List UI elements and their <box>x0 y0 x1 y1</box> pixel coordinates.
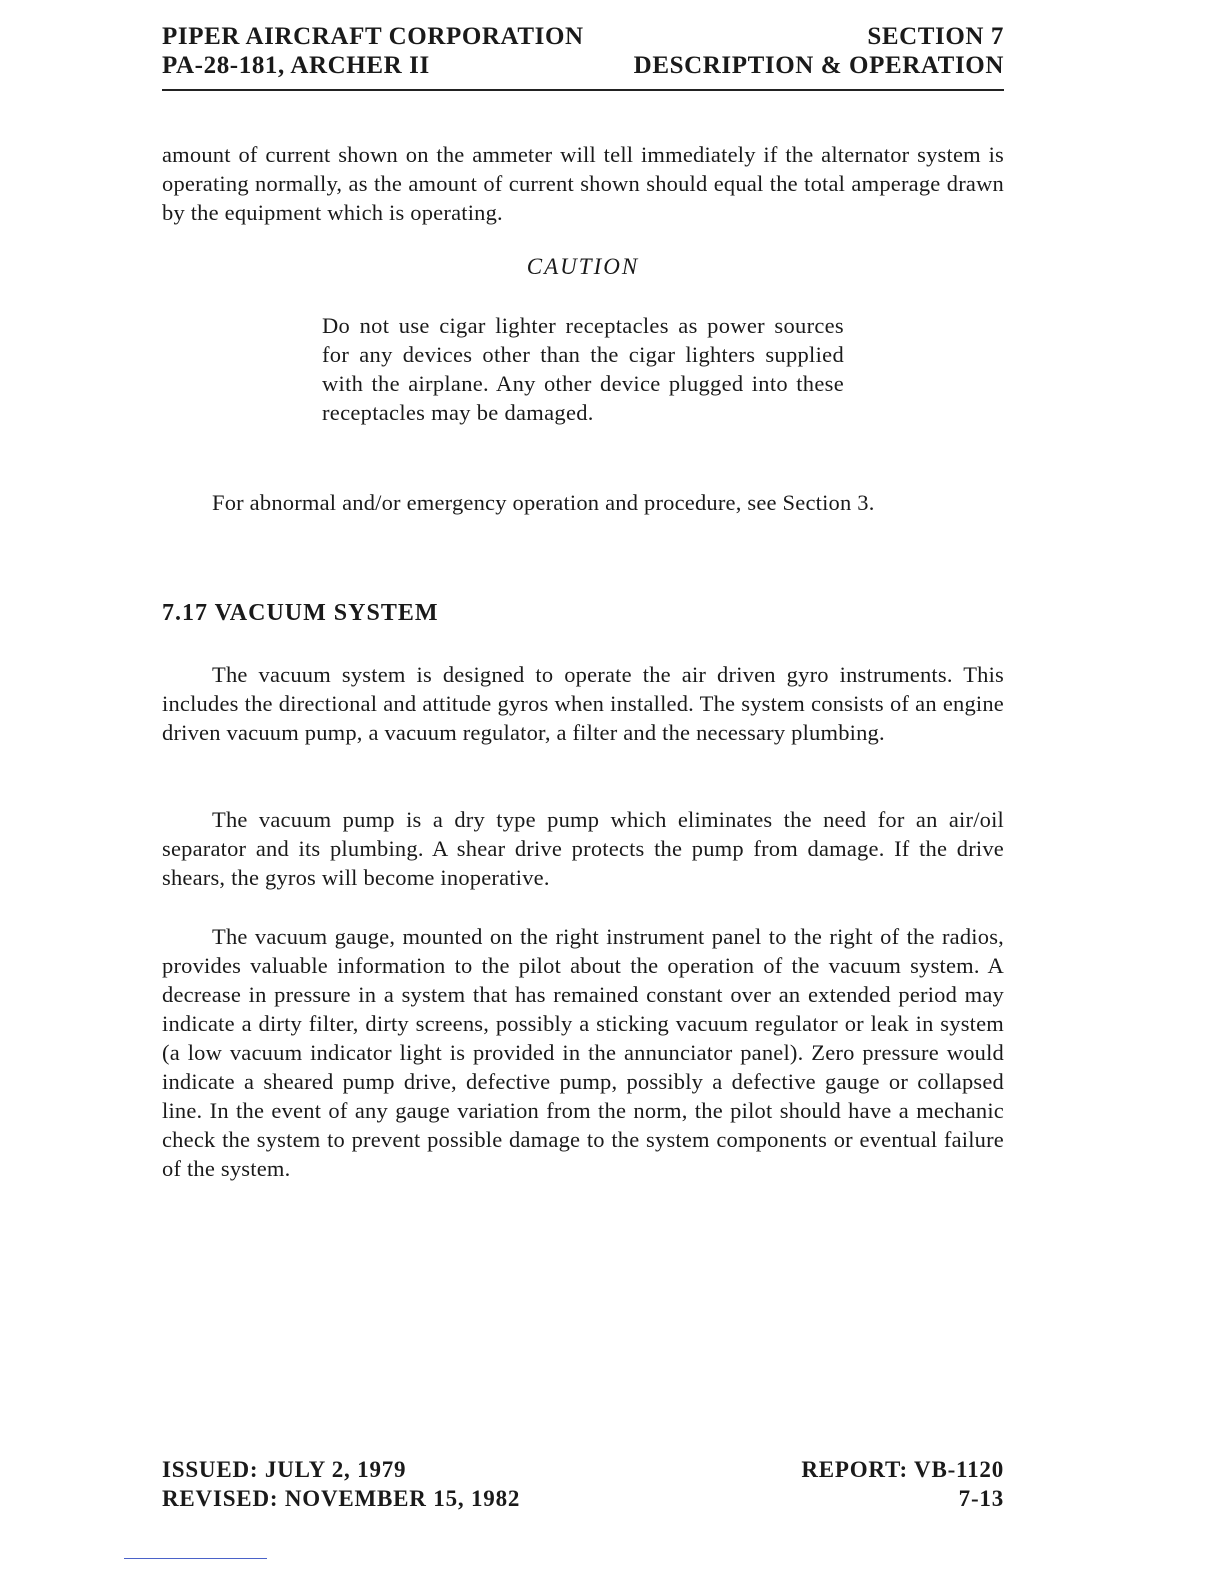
header-row-2 <box>162 51 1004 80</box>
paragraph-abnormal: For abnormal and/or emergency operation and procedure, see Section 3. <box>212 490 875 515</box>
footer-issued: ISSUED: JULY 2, 1979 <box>162 1457 407 1482</box>
header-company: PIPER AIRCRAFT CORPORATION <box>162 23 584 50</box>
header-section-title: DESCRIPTION & OPERATION <box>633 52 1004 79</box>
page-header <box>162 22 1004 80</box>
header-rule <box>162 89 1004 91</box>
bottom-edge-mark <box>124 1558 267 1559</box>
section-title: 7.17 VACUUM SYSTEM <box>162 600 439 626</box>
footer-revised: REVISED: NOVEMBER 15, 1982 <box>162 1486 521 1511</box>
header-section: SECTION 7 <box>867 23 1004 50</box>
footer-row-2 <box>162 1484 1004 1513</box>
caution-title: CAUTION <box>526 254 640 279</box>
paragraph-ammeter: amount of current shown on the ammeter will tell immediately if the alternator system is operating normally, as the amount of current shown should equal the total amperage drawn by the equipment which is operating. <box>162 142 1004 225</box>
page-footer <box>162 1455 1004 1513</box>
footer-page-number: 7-13 <box>958 1486 1004 1511</box>
caution-text: Do not use cigar lighter receptacles as power sources for any devices other than the cigar lighters supplied with the airplane. Any other device plugged into these receptacles may be damaged. <box>322 313 844 425</box>
paragraph-vacuum-3: The vacuum gauge, mounted on the right instrument panel to the right of the radios, provides valuable information to the pilot about the operation of the vacuum system. A decrease in pressure in a system that has remained constant over an extended period may indicate a dirty filter, dirty screens, possibly a sticking vacuum regulator or leak in system (a low vacuum indicator light is provided in the annunciator panel). Zero pressure would indicate a sheared pump drive, defective pump, possibly a defective gauge or collapsed line. In the event of any gauge variation from the norm, the pilot should have a mechanic check the system to prevent possible damage to the system components or eventual failure of the system. <box>162 924 1004 1181</box>
header-row-1 <box>162 22 1004 51</box>
paragraph-vacuum-2: The vacuum pump is a dry type pump which eliminates the need for an air/oil separator and its plumbing. A shear drive protects the pump from damage. If the drive shears, the gyros will become inoperative. <box>162 807 1004 890</box>
header-model: PA-28-181, ARCHER II <box>162 52 430 79</box>
paragraph-vacuum-1: The vacuum system is designed to operate the air driven gyro instruments. This includes the directional and attitude gyros when installed. The system consists of an engine driven vacuum pump, a vacuum regulator, a filter and the necessary plumbing. <box>162 662 1004 745</box>
footer-row-1 <box>162 1455 1004 1484</box>
footer-report: REPORT: VB-1120 <box>801 1457 1004 1482</box>
